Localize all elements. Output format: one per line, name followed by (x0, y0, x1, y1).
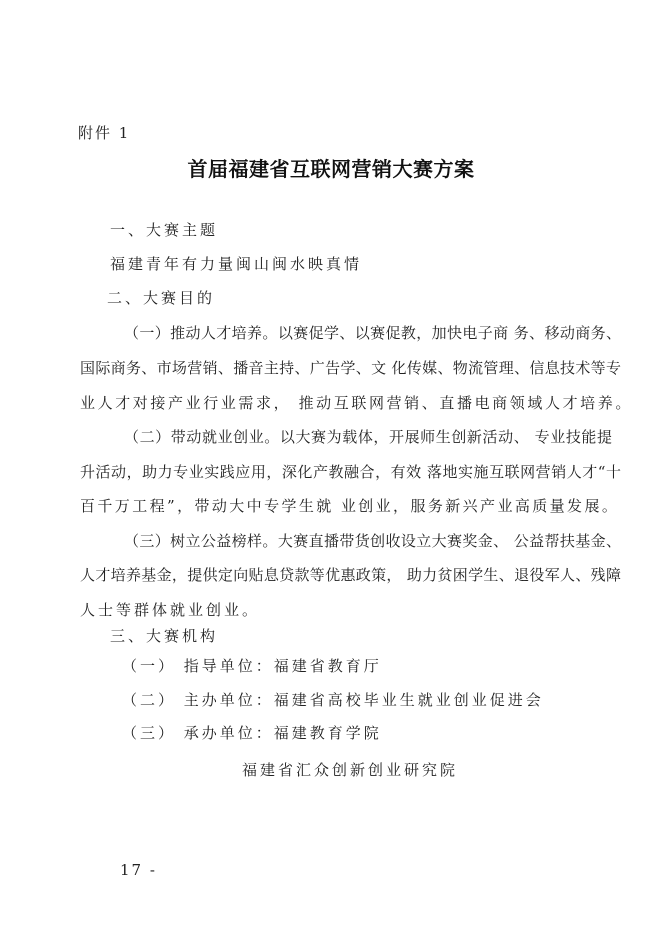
organizer-item: （一） 指导单位：福建省教育厅 (122, 657, 382, 675)
section1-heading: 一、大赛主题 (110, 221, 219, 239)
para3-line: 人才培养基金，提供定向贴息贷款等优惠政策， 助力贫困学生、退役军人、残障 (80, 566, 621, 584)
para1-line: 国际商务、市场营销、播音主持、广告学、文 化传媒、物流管理、信息技术等专 (80, 359, 621, 377)
extra-organizer: 福建省汇众创新创业研究院 (242, 761, 459, 779)
para1-line: （一）推动人才培养。以赛促学、以赛促教，加快电子商 务、移动商务、 (124, 324, 621, 342)
section2-heading: 二、大赛目的 (107, 289, 216, 307)
organizer-item: （二） 主办单位：福建省高校毕业生就业创业促进会 (122, 691, 544, 709)
para3-line: 人士等群体就业创业。 (80, 601, 261, 619)
section1-body: 福建青年有力量闽山闽水映真情 (110, 255, 363, 273)
attachment-label: 附件 1 (78, 124, 131, 142)
section3-heading: 三、大赛机构 (110, 627, 219, 645)
page-number: 17 - (120, 861, 157, 879)
para1-line: 业人才对接产业行业需求， 推动互联网营销、直播电商领域人才培养。 (80, 394, 633, 412)
para2-line: 百千万工程”，带动大中专学生就 业创业，服务新兴产业高质量发展。 (80, 497, 620, 515)
document-title: 首届福建省互联网营销大赛方案 (187, 157, 475, 181)
para3-line: （三）树立公益榜样。大赛直播带货创收设立大赛奖金、 公益帮扶基金、 (124, 532, 621, 550)
para2-line: （二）带动就业创业。以大赛为载体，开展师生创新活动、 专业技能提 (124, 428, 612, 446)
para2-line: 升活动，助力专业实践应用，深化产教融合，有效 落地实施互联网营销人才“十 (80, 463, 621, 481)
organizer-item: （三） 承办单位：福建教育学院 (122, 724, 382, 742)
